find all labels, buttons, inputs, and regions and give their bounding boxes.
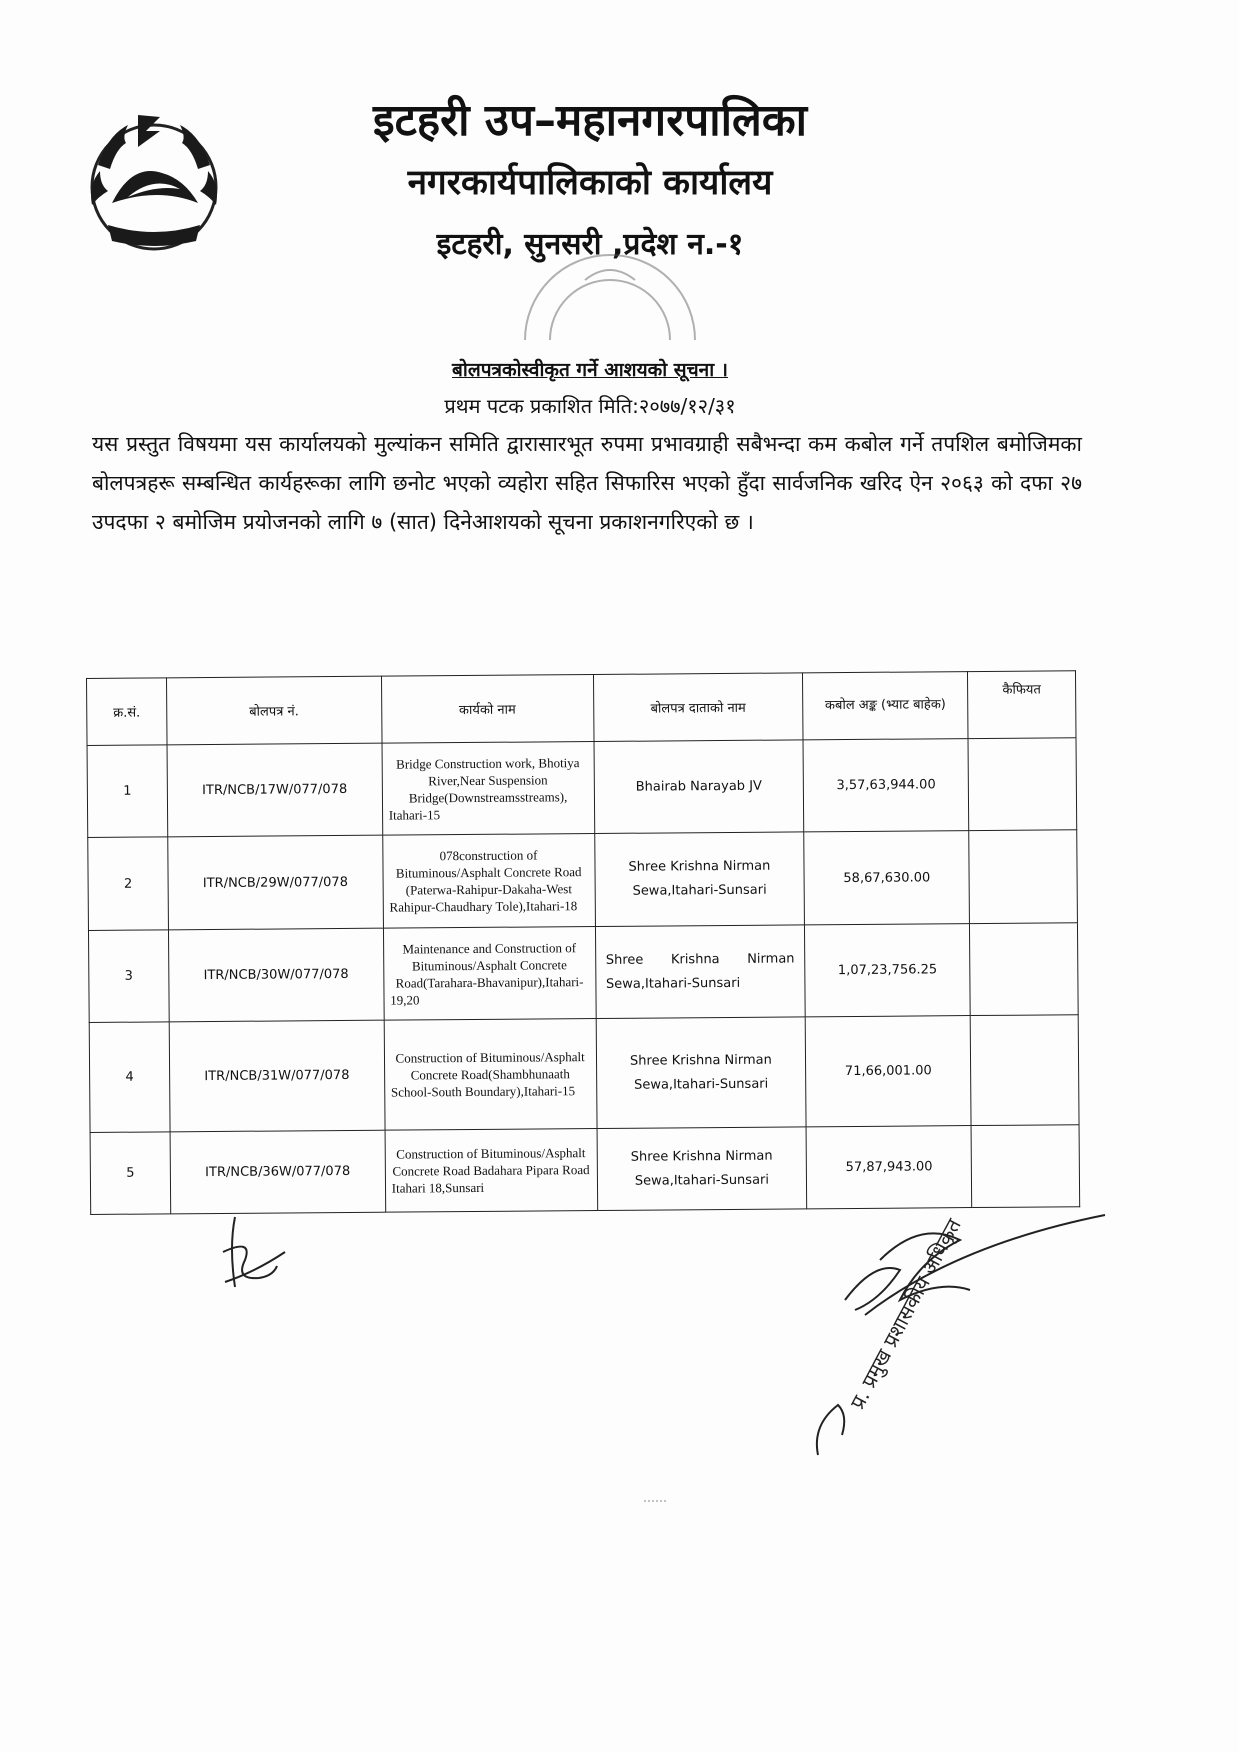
cell-bidder: Bhairab Narayab JV: [594, 740, 804, 834]
cell-sn: 3: [88, 930, 169, 1023]
table-header-row: [87, 671, 1076, 746]
header-work: कार्यको नाम: [381, 675, 593, 744]
cell-remarks: [969, 830, 1078, 924]
cell-work: Construction of Bituminous/Asphalt Concrete Road(Shambhunaath School-South Boundary),Itahari-15: [384, 1019, 597, 1131]
cell-amount: 71,66,001.00: [805, 1016, 971, 1127]
notice-title-text: बोलपत्रकोस्वीकृत गर्ने आशयको सूचना ।: [452, 359, 728, 381]
signature-icon: [215, 1212, 295, 1302]
header-bidder: बोलपत्र दाताको नाम: [593, 673, 803, 742]
cell-remarks: [968, 738, 1077, 831]
scan-mark-icon: [643, 1498, 669, 1504]
office-address: इटहरी, सुनसरी ,प्रदेश न.-१: [436, 227, 744, 262]
cell-bidder: Shree Krishna Nirman Sewa,Itahari-Sunsari: [596, 1017, 807, 1129]
cell-remarks: [970, 923, 1079, 1016]
cell-bid-no: ITR/NCB/36W/077/078: [170, 1130, 385, 1214]
notice-body: यस प्रस्तुत विषयमा यस कार्यालयको मुल्यांकन समिति द्वारासारभूत रुपमा प्रभावग्राही सबैभन्दा कम कबोल गर्ने तपशिल बमोजिमका बोलपत्रहरू सम्बन्धित कार्यहरूका लागि छनोट भएको व्यहोरा सहित सिफारिस भएको हुँदा सार्वजनिक खरिद ऐन २०६३ को दफा २७ उपदफा २ बमोजिम प्रयोजनको लागि ७ (सात) दिनेआशयको सूचना प्रकाशनगरिएको छ ।: [92, 432, 1082, 534]
header-sn: क्र.सं.: [87, 678, 167, 746]
municipality-name: इटहरी उप–महानगरपालिका: [372, 95, 808, 146]
cell-sn: 4: [89, 1022, 170, 1133]
cell-bid-no: ITR/NCB/30W/077/078: [168, 928, 384, 1022]
cell-bid-no: ITR/NCB/17W/077/078: [167, 743, 383, 837]
cell-remarks: [970, 1015, 1079, 1126]
signatory-designation: प्र. प्रमुख प्रशासकीय अधिकृत: [845, 1214, 966, 1413]
cell-bidder: Shree Krishna Nirman Sewa,Itahari-Sunsari: [595, 925, 805, 1019]
cell-bid-no: ITR/NCB/31W/077/078: [169, 1020, 385, 1132]
cell-work: Maintenance and Construction of Bituminous/Asphalt Concrete Road(Tarahara-Bhavanipur),Itahari-19,20: [383, 927, 596, 1021]
table-row: [89, 1015, 1079, 1133]
notice-title: [0, 356, 1180, 382]
cell-amount: 1,07,23,756.25: [805, 924, 971, 1017]
table-row: [88, 923, 1078, 1023]
table-row: [88, 830, 1078, 931]
table-row: [87, 738, 1077, 838]
cell-bidder: Shree Krishna Nirman Sewa,Itahari-Sunsari: [597, 1127, 807, 1211]
office-name: नगरकार्यपालिकाको कार्यालय: [407, 163, 773, 203]
cell-sn: 1: [87, 745, 168, 838]
header-remarks: कैफियत: [968, 671, 1076, 739]
cell-work: Construction of Bituminous/Asphalt Concrete Road Badahara Pipara Road Itahari 18,Sunsari: [385, 1129, 598, 1213]
cell-bid-no: ITR/NCB/29W/077/078: [168, 835, 384, 930]
cell-sn: 2: [88, 837, 169, 931]
cell-remarks: [971, 1125, 1080, 1208]
publish-date: प्रथम पटक प्रकाशित मिति:२०७७/१२/३१: [444, 394, 736, 418]
header-amount: कबोल अङ्क (भ्याट बाहेक): [803, 672, 968, 740]
signature-icon: [810, 1205, 1120, 1470]
cell-amount: 57,87,943.00: [806, 1126, 971, 1209]
cell-amount: 58,67,630.00: [804, 831, 970, 925]
office-stamp-icon: [505, 240, 715, 350]
cell-sn: 5: [90, 1132, 171, 1215]
cell-work: 078construction of Bituminous/Asphalt Concrete Road (Paterwa-Rahipur-Dakaha-West Rahipur-Chaudhary Tole),Itahari-18: [382, 834, 595, 929]
cell-work: Bridge Construction work, Bhotiya River,Near Suspension Bridge(Downstreamsstreams), Itahari-15: [382, 742, 595, 836]
bid-table: [86, 670, 1080, 1215]
cell-bidder: Shree Krishna Nirman Sewa,Itahari-Sunsari: [594, 832, 804, 927]
cell-amount: 3,57,63,944.00: [803, 739, 969, 832]
table-row: [90, 1125, 1080, 1215]
header-bid-no: बोलपत्र नं.: [166, 676, 381, 745]
